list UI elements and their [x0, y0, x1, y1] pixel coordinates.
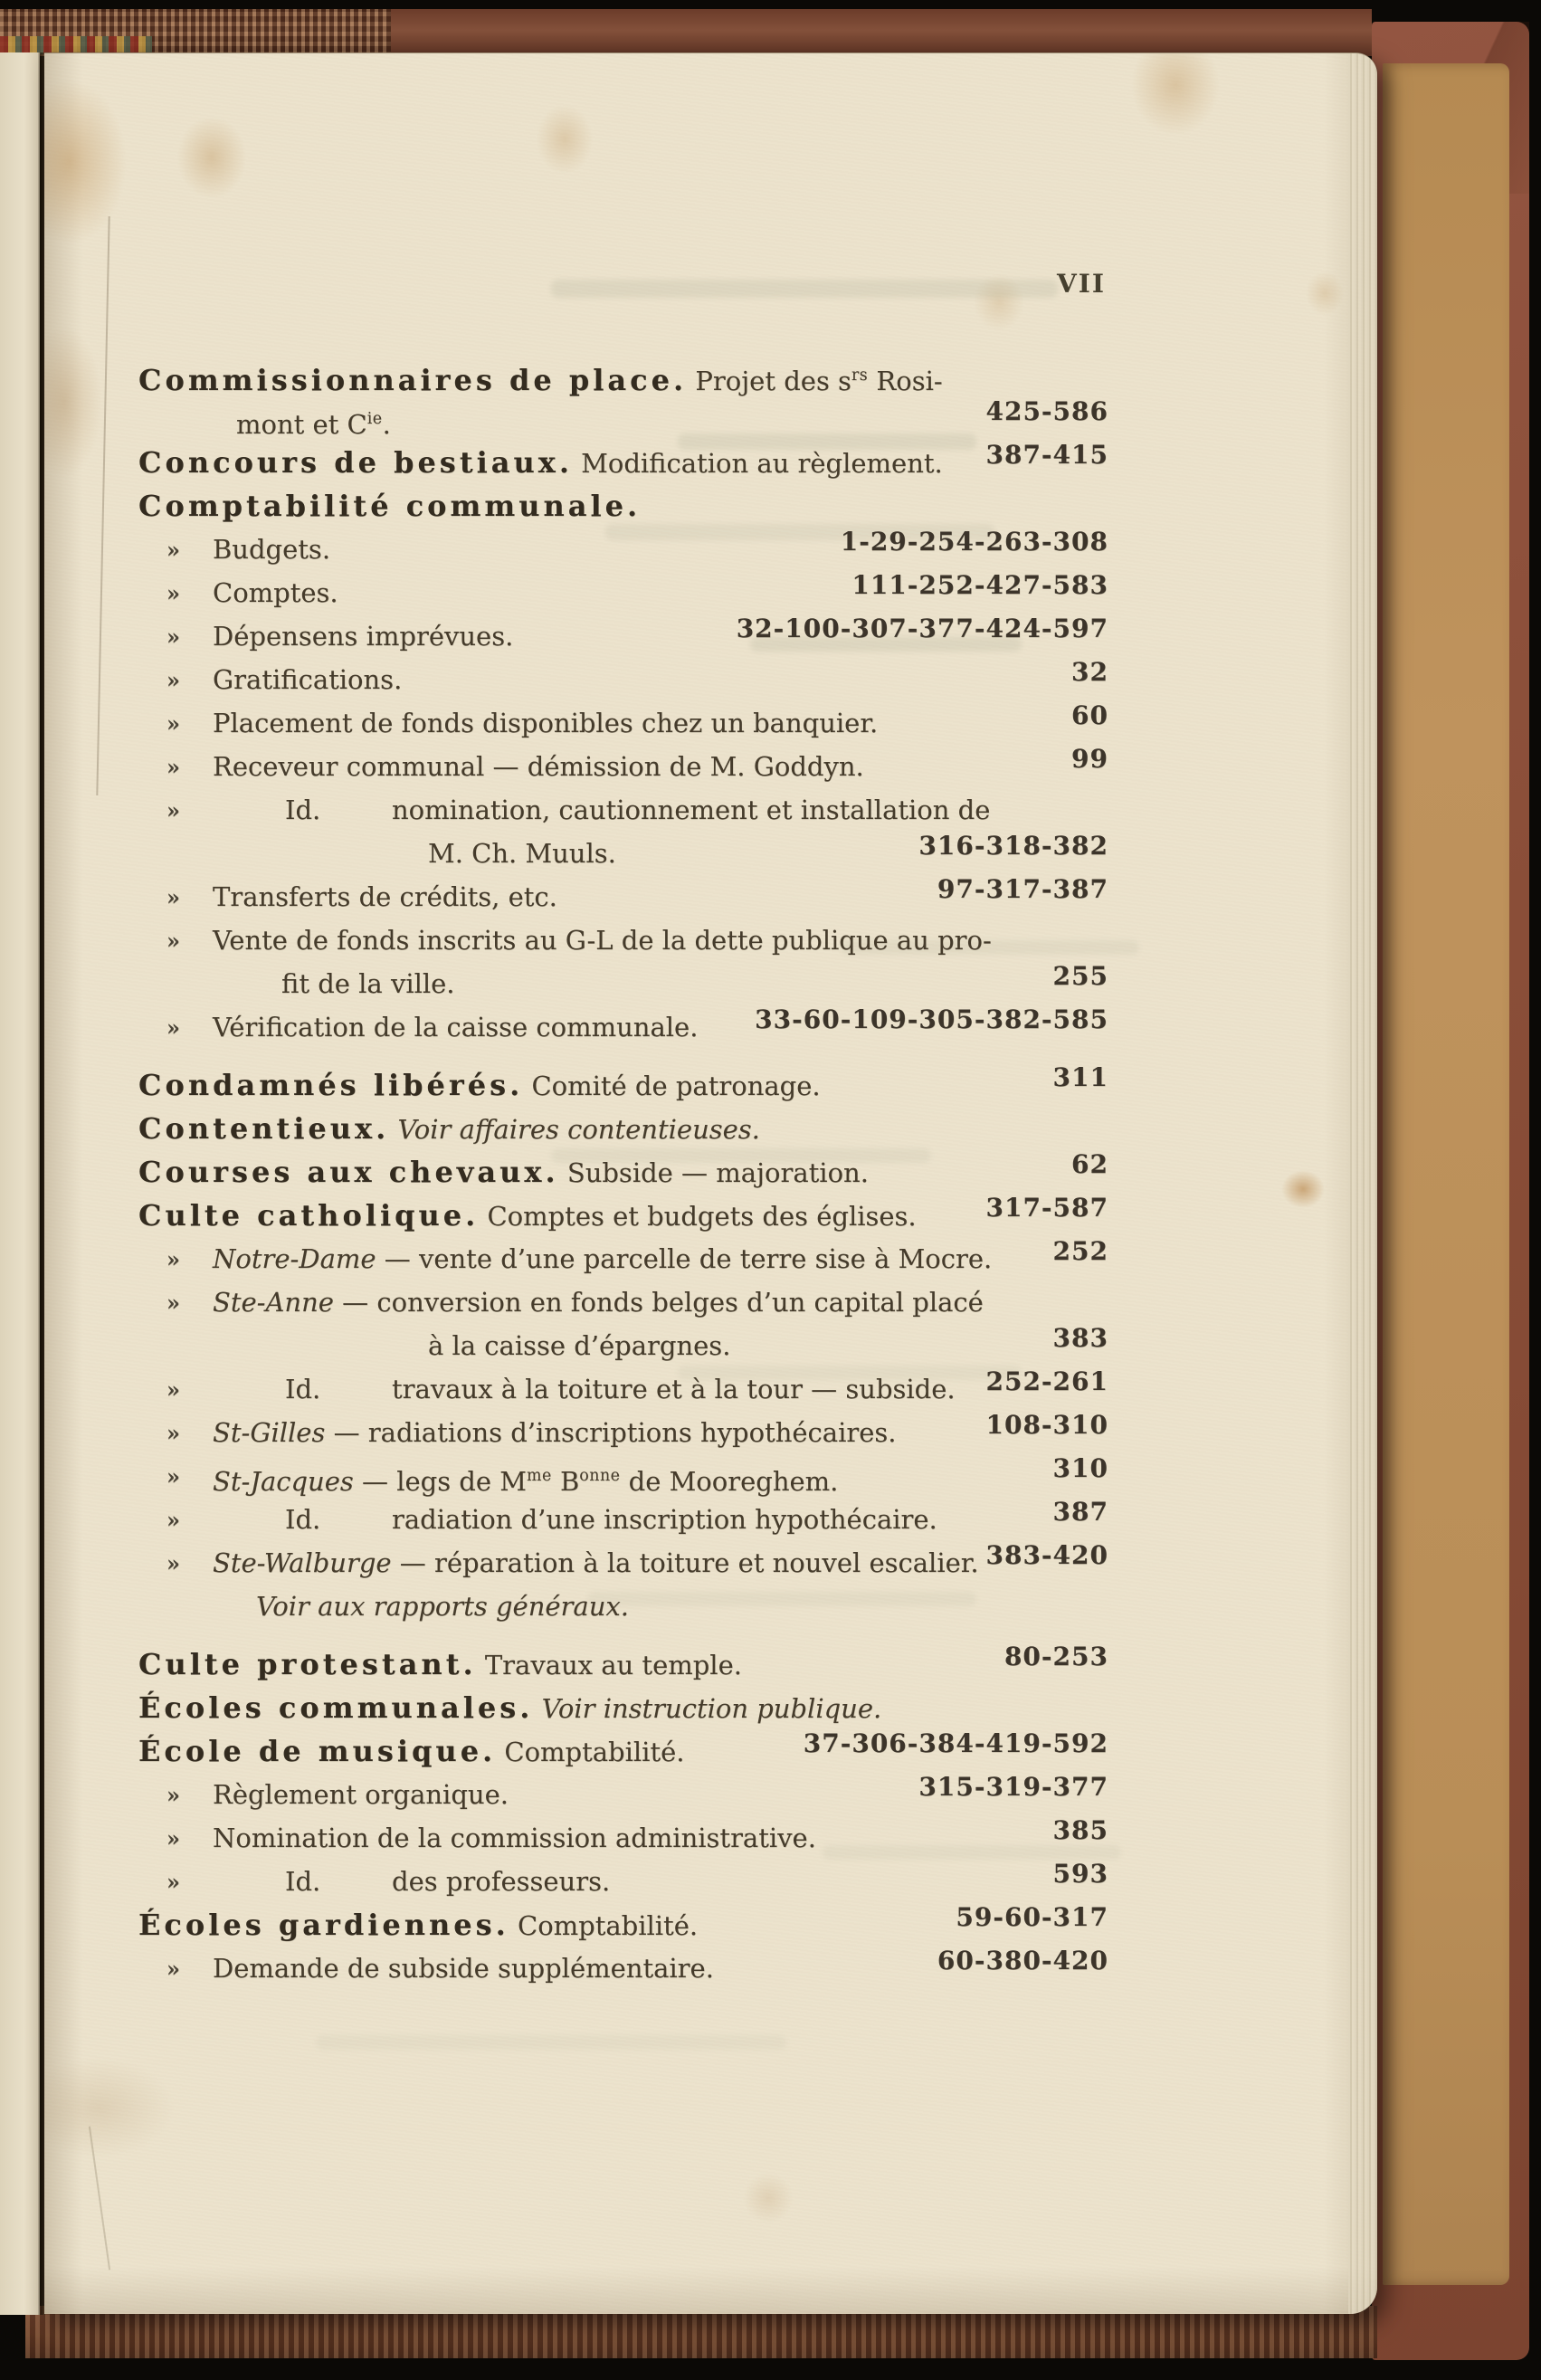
repeat-mark: » — [166, 537, 180, 563]
entry-text: Id. nomination, cautionnement et installation de — [285, 795, 991, 825]
index-entry — [138, 1063, 1108, 1107]
repeat-mark: » — [166, 667, 180, 693]
repeat-mark: » — [166, 624, 180, 650]
index-entry — [138, 614, 1108, 658]
repeat-mark: » — [166, 754, 180, 780]
index-entry — [138, 441, 1108, 484]
entry-text: fit de la ville. — [281, 968, 455, 999]
page-reference: 383 — [1052, 1323, 1108, 1353]
index-entry — [138, 1005, 1108, 1049]
index-entry — [138, 1194, 1108, 1237]
page-reference: 255 — [1052, 961, 1108, 991]
page-reference: 252-261 — [985, 1366, 1108, 1396]
page-reference: 59-60-317 — [956, 1902, 1108, 1932]
index-entry — [138, 1324, 1108, 1367]
page-reference: 387-415 — [985, 440, 1108, 470]
repeat-mark: » — [166, 710, 180, 737]
page-reference: 385 — [1052, 1815, 1108, 1845]
entry-text: Ste-Anne — conversion en fonds belges d’un capital placé — [213, 1287, 984, 1318]
page-reference: 99 — [1071, 744, 1108, 774]
page-reference: 317-587 — [985, 1193, 1108, 1223]
repeat-mark: » — [166, 1825, 180, 1852]
page-reference: 32-100-307-377-424-597 — [736, 614, 1108, 643]
index-entry — [138, 1411, 1108, 1454]
repeat-mark: » — [166, 797, 180, 823]
index-entry — [138, 1280, 1108, 1324]
index-entry — [138, 1642, 1108, 1686]
entry-text: Placement de fonds disponibles chez un banquier. — [213, 708, 879, 738]
entry-text: Culte protestant. Travaux au temple. — [138, 1647, 742, 1681]
entry-text: Règlement organique. — [213, 1779, 509, 1810]
page-reference: 97-317-387 — [937, 874, 1108, 904]
repeat-mark: » — [166, 1869, 180, 1895]
index-entry — [138, 1498, 1108, 1541]
entry-text: St-Jacques — legs de $M^{me}$ $B^{onne}$ de Mooreghem. — [213, 1466, 839, 1497]
paper-crease — [96, 216, 109, 795]
entry-text: Ste-Walburge — réparation à la toiture et nouvel escalier. — [213, 1547, 979, 1578]
index-entry — [138, 1773, 1108, 1816]
ghost-text — [551, 280, 1058, 298]
index-entry — [138, 745, 1108, 788]
index-entry — [138, 1541, 1108, 1585]
page-reference: 252 — [1052, 1236, 1108, 1266]
entry-text: Voir aux rapports généraux. — [256, 1591, 629, 1622]
entry-text: Écoles gardiennes. Comptabilité. — [138, 1908, 699, 1942]
page-reference: 60-380-420 — [937, 1946, 1108, 1975]
folio-number: VII — [1057, 269, 1106, 299]
repeat-mark: » — [166, 1507, 180, 1533]
index-entry — [138, 919, 1108, 962]
index-list — [138, 354, 1108, 1990]
entry-text: Condamnés libérés. Comité de patronage. — [138, 1068, 821, 1102]
underlying-page-edge — [0, 52, 40, 2315]
index-entry — [138, 1947, 1108, 1990]
entry-text: Id. travaux à la toiture et à la tour — subside. — [285, 1374, 956, 1404]
entry-text: Commissionnaires de place. Projet des $s^{rs}$ Rosi- — [138, 363, 943, 397]
index-entry — [138, 875, 1108, 919]
index-entry — [138, 1367, 1108, 1411]
index-entry — [138, 354, 1108, 397]
page-reference: 383-420 — [985, 1540, 1108, 1570]
repeat-mark: » — [166, 1420, 180, 1446]
page-reference: 32 — [1071, 657, 1108, 687]
page-reference: 311 — [1052, 1062, 1108, 1092]
page-reference: 387 — [1052, 1497, 1108, 1527]
entry-text: École de musique. Comptabilité. — [138, 1734, 685, 1768]
repeat-mark: » — [166, 884, 180, 910]
entry-text: Id. radiation d’une inscription hypothécaire. — [285, 1504, 937, 1535]
page-reference: 37-306-384-419-592 — [803, 1728, 1108, 1758]
repeat-mark: » — [166, 1246, 180, 1272]
index-entry — [138, 658, 1108, 701]
page-reference: 33-60-109-305-382-585 — [755, 1004, 1108, 1034]
entry-text: Gratifications. — [213, 664, 403, 695]
entry-text: Contentieux. Voir affaires contentieuses. — [138, 1111, 760, 1146]
entry-text: Nomination de la commission administrative. — [213, 1823, 816, 1853]
repeat-mark: » — [166, 928, 180, 954]
index-entry — [138, 1454, 1108, 1498]
page-reference: 60 — [1071, 700, 1108, 730]
index-entry — [138, 397, 1108, 441]
entry-text: Courses aux chevaux. Subside — majoration. — [138, 1155, 869, 1189]
flyleaf — [1383, 63, 1509, 2285]
repeat-mark: » — [166, 1376, 180, 1403]
entry-text: Culte catholique. Comptes et budgets des églises. — [138, 1198, 917, 1233]
entry-text: Receveur communal — démission de M. Goddyn. — [213, 751, 864, 782]
page-reference: 310 — [1052, 1453, 1108, 1483]
entry-text: Transferts de crédits, etc. — [213, 881, 557, 912]
scanned-page — [44, 52, 1377, 2314]
entry-text: Budgets. — [213, 534, 331, 565]
repeat-mark: » — [166, 1782, 180, 1808]
index-entry — [138, 701, 1108, 745]
paper-crease — [89, 2127, 110, 2271]
page-reference: 425-586 — [985, 396, 1108, 426]
endband-stripes — [0, 36, 152, 54]
entry-text: Notre-Dame — vente d’une parcelle de terre sise à Mocre. — [213, 1243, 993, 1274]
page-reference: 315-319-377 — [918, 1772, 1108, 1802]
entry-text: Comptabilité communale. — [138, 489, 642, 523]
index-entry — [138, 1585, 1108, 1628]
entry-text: Vente de fonds inscrits au G-L de la dette publique au pro- — [213, 925, 992, 956]
index-entry — [138, 1237, 1108, 1280]
page-reference: 316-318-382 — [918, 831, 1108, 861]
entry-text: Écoles communales. Voir instruction publique. — [138, 1690, 882, 1725]
book-headband — [0, 9, 1372, 56]
entry-text: Dépensens imprévues. — [213, 621, 514, 652]
repeat-mark: » — [166, 1463, 180, 1490]
repeat-mark: » — [166, 580, 180, 606]
entry-text: Vérification de la caisse communale. — [213, 1012, 699, 1042]
entry-text: Comptes. — [213, 577, 338, 608]
page-reference: 111-252-427-583 — [851, 570, 1108, 600]
entry-text: M. Ch. Muuls. — [428, 838, 616, 869]
index-entry — [138, 1107, 1108, 1150]
page-reference: 108-310 — [985, 1410, 1108, 1440]
ghost-text — [316, 2035, 786, 2050]
page-reference: 1-29-254-263-308 — [840, 527, 1108, 557]
page-reference: 80-253 — [1004, 1642, 1108, 1671]
entry-text: Id. des professeurs. — [285, 1866, 611, 1897]
entry-text: à la caisse d’épargnes. — [428, 1330, 731, 1361]
repeat-mark: » — [166, 1014, 180, 1041]
repeat-mark: » — [166, 1290, 180, 1316]
page-edges — [1348, 53, 1377, 2314]
repeat-mark: » — [166, 1956, 180, 1982]
index-entry — [138, 1816, 1108, 1860]
repeat-mark: » — [166, 1550, 180, 1576]
entry-text: Concours de bestiaux. Modification au règlement. — [138, 445, 943, 480]
page-reference: 593 — [1052, 1859, 1108, 1889]
index-entry — [138, 1150, 1108, 1194]
page-reference: 62 — [1071, 1149, 1108, 1179]
entry-text: Demande de subside supplémentaire. — [213, 1953, 714, 1984]
entry-text: St-Gilles — radiations d’inscriptions hypothécaires. — [213, 1417, 897, 1448]
entry-text: mont et $C^{ie}$. — [236, 409, 391, 440]
